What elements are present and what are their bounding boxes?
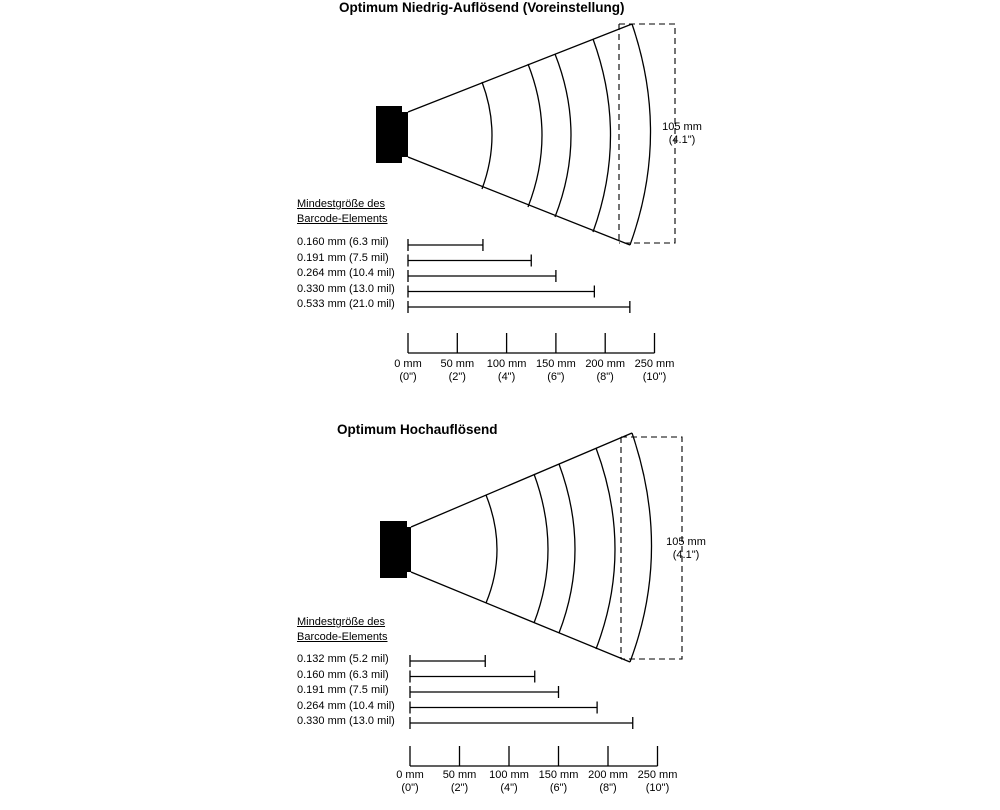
range-arc-5 <box>630 24 651 245</box>
axis-tick-mm: 100 mm <box>486 358 527 370</box>
axis-tick-inch: (2") <box>448 371 466 383</box>
axis-tick-mm: 250 mm <box>637 769 678 781</box>
range-bar <box>410 655 485 667</box>
bar-heading-line-2: Barcode-Elements <box>297 213 388 225</box>
axis-tick-mm: 50 mm <box>440 358 475 370</box>
range-arc-4 <box>593 39 611 232</box>
beam-upper-edge <box>411 433 632 527</box>
axis-ruler <box>410 746 658 766</box>
range-arc-2 <box>528 64 542 207</box>
range-bar-label: 0.533 mm (21.0 mil) <box>297 298 395 310</box>
axis-tick-inch: (8") <box>596 371 614 383</box>
range-bar-label: 0.191 mm (7.5 mil) <box>297 251 389 264</box>
width-inch: (4.1") <box>668 134 696 146</box>
range-bar-label: 0.264 mm (10.4 mil) <box>297 699 395 712</box>
axis-tick-mm: 150 mm <box>536 358 576 370</box>
range-bar <box>408 239 483 251</box>
range-bar-label: 0.330 mm (13.0 mil) <box>297 715 395 727</box>
range-bar-label: 0.330 mm (13.0 mil) <box>297 282 395 295</box>
range-bar <box>410 686 559 698</box>
field-of-view-figure <box>0 410 1000 810</box>
axis-tick-inch: (0") <box>399 371 417 383</box>
axis-tick-inch: (6") <box>549 782 568 794</box>
range-bar <box>410 671 535 683</box>
width-mm: 105 mm <box>666 536 706 548</box>
range-bar-label: 0.160 mm (6.3 mil) <box>297 236 389 248</box>
bar-lines <box>408 239 630 313</box>
axis-tick-mm: 250 mm <box>634 358 675 370</box>
axis-tick-inch: (4") <box>497 371 516 383</box>
axis-tick-label <box>628 769 688 795</box>
beam-lower-edge <box>411 572 630 662</box>
scanner-window <box>405 527 411 572</box>
range-bar <box>408 255 531 267</box>
range-bar <box>408 301 630 313</box>
axis-tick-inch: (4") <box>500 782 518 794</box>
axis-tick-inch: (0") <box>401 782 419 794</box>
range-bar <box>410 702 597 714</box>
axis-tick-inch: (2") <box>450 782 469 794</box>
axis-tick-inch: (6") <box>547 371 565 383</box>
bar-heading-line-2: Barcode-Elements <box>297 631 388 643</box>
bar-heading <box>297 615 388 645</box>
bar-heading <box>297 197 388 227</box>
range-bar <box>408 286 594 298</box>
beam-lower-edge <box>408 157 630 245</box>
range-arc-1 <box>486 495 497 603</box>
axis-tick-inch: (10") <box>642 371 667 383</box>
axis-tick-mm: 150 mm <box>538 769 579 781</box>
field-of-view-figure <box>0 0 1000 400</box>
scanner-window <box>400 112 408 157</box>
axis-tick-inch: (8") <box>599 782 617 794</box>
range-bar <box>408 270 556 282</box>
axis-tick-mm: 50 mm <box>442 769 477 781</box>
diagram-title: Optimum Niedrig-Auflösend (Voreinstellung) <box>339 0 625 15</box>
axis-tick-label <box>625 358 685 384</box>
axis-tick-mm: 100 mm <box>489 769 529 781</box>
axis-tick-inch: (10") <box>645 782 670 794</box>
width-mm: 105 mm <box>662 121 702 133</box>
range-bar-label: 0.132 mm (5.2 mil) <box>297 653 389 665</box>
axis-tick-mm: 0 mm <box>394 358 422 370</box>
width-dimension-label <box>652 121 712 147</box>
axis-tick-mm: 0 mm <box>396 769 424 781</box>
range-bar-label: 0.160 mm (6.3 mil) <box>297 668 389 681</box>
range-arc-4 <box>596 448 615 649</box>
axis-tick-mm: 200 mm <box>588 769 628 781</box>
bar-lines <box>410 655 633 729</box>
scanner-body <box>376 106 402 163</box>
range-bar-label: 0.191 mm (7.5 mil) <box>297 684 389 696</box>
width-dimension-label <box>656 536 716 562</box>
diagram-low-resolution <box>0 0 1000 400</box>
bar-heading-line-1: Mindestgröße des <box>297 198 386 210</box>
scanner-body <box>380 521 407 578</box>
axis-tick-mm: 200 mm <box>585 358 626 370</box>
range-arc-5 <box>630 433 652 662</box>
diagram-high-resolution <box>0 410 1000 810</box>
width-inch: (4.1") <box>672 549 700 561</box>
range-bar-label: 0.264 mm (10.4 mil) <box>297 267 395 279</box>
range-arc-3 <box>555 54 571 217</box>
range-arc-3 <box>559 464 575 633</box>
range-bar <box>410 717 633 729</box>
range-arc-1 <box>482 82 492 189</box>
beam-upper-edge <box>408 24 632 112</box>
axis-ruler <box>408 333 655 353</box>
bar-heading-line-1: Mindestgröße des <box>297 616 386 628</box>
range-arc-2 <box>534 474 548 623</box>
diagram-title: Optimum Hochauflösend <box>337 422 498 437</box>
